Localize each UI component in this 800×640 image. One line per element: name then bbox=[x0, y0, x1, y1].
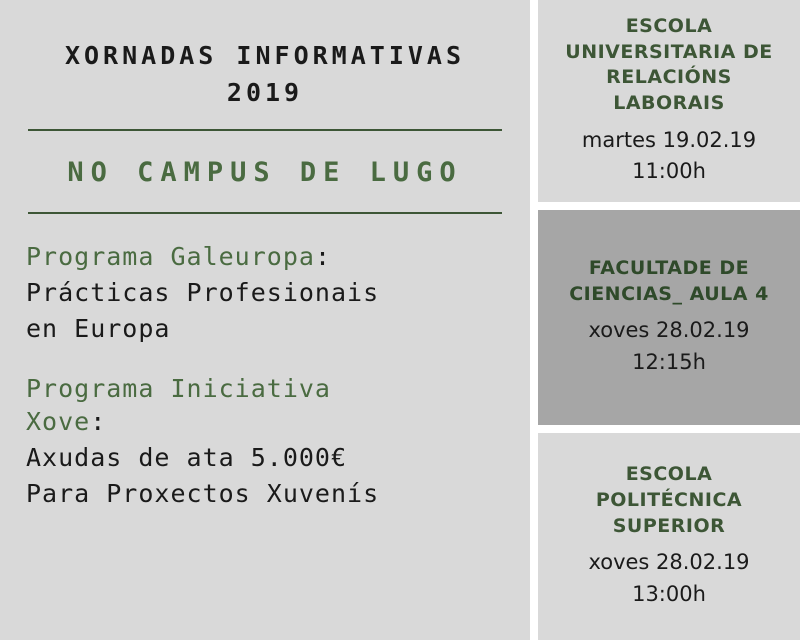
divider-top bbox=[28, 129, 502, 131]
event-2-venue-line2: CIENCIAS_ AULA 4 bbox=[569, 282, 769, 305]
event-1-venue bbox=[550, 14, 788, 117]
event-2-venue-line1: FACULTADE DE bbox=[588, 257, 750, 279]
program-galeuropa-heading-text: Programa Galeuropa bbox=[26, 242, 315, 272]
program-iniciativa-xove-body-line2: Para Proxectos Xuvenís bbox=[26, 478, 380, 508]
program-galeuropa bbox=[26, 240, 504, 345]
event-3-venue-line2: POLITÉCNICA bbox=[595, 489, 743, 512]
event-3-venue-line1: ESCOLA bbox=[625, 463, 713, 486]
poster-title-year: 2019 bbox=[226, 78, 304, 108]
poster-title-line1: XORNADAS INFORMATIVAS bbox=[64, 41, 466, 70]
event-3-venue bbox=[550, 462, 788, 539]
event-1-venue-line1: ESCOLA bbox=[625, 15, 713, 37]
program-iniciativa-xove-heading-text2: Xove bbox=[26, 407, 91, 437]
program-iniciativa-xove-heading-line1: Programa Iniciativa bbox=[26, 373, 331, 403]
event-1-date: martes 19.02.19 bbox=[581, 127, 757, 152]
event-1-venue-line2: UNIVERSITARIA DE bbox=[565, 40, 773, 63]
event-2-time: 12:15h bbox=[632, 349, 706, 374]
event-1-venue-line3: RELACIÓNS LABORAIS bbox=[606, 66, 732, 114]
program-iniciativa-xove bbox=[26, 372, 504, 511]
program-galeuropa-colon: : bbox=[314, 242, 331, 272]
program-iniciativa-xove-body-line1: Axudas de ata 5.000€ bbox=[26, 443, 348, 472]
event-2-date: xoves 28.02.19 bbox=[588, 318, 750, 343]
event-2-venue bbox=[550, 256, 788, 307]
event-card-escola-universitaria bbox=[538, 0, 800, 202]
event-3-venue-line3: SUPERIOR bbox=[612, 514, 726, 537]
program-iniciativa-xove-heading-line2 bbox=[26, 405, 504, 439]
event-3-time: 13:00h bbox=[632, 581, 706, 606]
program-galeuropa-body-line2: en Europa bbox=[26, 313, 171, 343]
program-galeuropa-heading bbox=[26, 240, 504, 274]
event-card-escola-politecnica bbox=[538, 433, 800, 640]
divider-bottom bbox=[28, 212, 502, 214]
event-3-date: xoves 28.02.19 bbox=[588, 550, 750, 575]
event-card-facultade-ciencias bbox=[538, 210, 800, 425]
poster-right-panel bbox=[530, 0, 800, 640]
program-galeuropa-body-line1: Prácticas Profesionais bbox=[26, 278, 380, 307]
program-iniciativa-xove-colon: : bbox=[90, 407, 107, 437]
event-1-time: 11:00h bbox=[632, 159, 706, 184]
poster-subtitle: NO CAMPUS DE LUGO bbox=[67, 157, 463, 189]
